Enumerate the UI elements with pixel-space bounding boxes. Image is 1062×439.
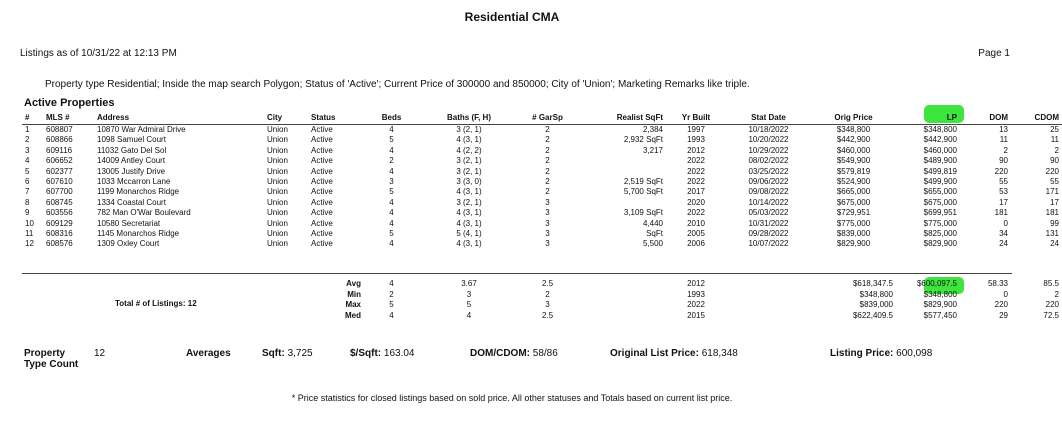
lp-label: Listing Price:: [830, 348, 894, 359]
cell-address: 11032 Gato Del Sol: [97, 145, 167, 155]
stat-beds: 4: [389, 279, 394, 288]
cell-list-price: $460,000: [923, 145, 957, 155]
cell-status: Active: [311, 239, 333, 249]
cell-sqft: 2,519 SqFt: [623, 177, 663, 187]
col-header-garsp: # GarSp: [519, 112, 576, 125]
stat-year: 2015: [687, 310, 705, 320]
cell-cdom: 55: [1050, 177, 1059, 187]
cell-garage-spaces: 2: [545, 187, 550, 197]
stat-empty-cell: [726, 279, 811, 290]
cell-status: Active: [311, 135, 333, 145]
cell-baths: 3 (2, 1): [456, 156, 482, 166]
cell-sqft: [576, 167, 666, 177]
cell-beds: 2: [389, 156, 394, 166]
stat-garage: 2: [545, 289, 550, 299]
stats-row: [22, 311, 1062, 322]
footnote: * Price statistics for closed listings based on sold price. All other statuses and Totals based on current list price.: [291, 393, 733, 403]
cell-year-built: 2012: [687, 145, 705, 155]
ptc-label-line1: Property: [24, 348, 66, 359]
cell-cdom: 2: [1054, 145, 1059, 155]
cell-row-num: 12: [25, 239, 34, 249]
stat-orig-price: $839,000: [859, 300, 893, 309]
table-row: [22, 156, 1062, 166]
cell-city: Union: [267, 239, 288, 249]
cell-city: Union: [267, 229, 288, 239]
stat-list-price: $577,450: [923, 310, 957, 320]
stat-beds: 2: [389, 289, 394, 299]
cell-garage-spaces: 2: [545, 156, 550, 166]
col-header-address: Address: [94, 112, 264, 125]
cell-orig-price: $675,000: [836, 197, 871, 207]
avg-original-list-price: [610, 348, 738, 359]
search-criteria: Property type Residential; Inside the map search Polygon; Status of 'Active'; Current Price of 300000 and 850000; City of 'Union'; Marketing Remarks like triple.: [45, 79, 750, 90]
cell-list-price: $825,000: [923, 229, 957, 239]
cell-status: Active: [311, 197, 333, 207]
table-row: [22, 125, 1062, 136]
cell-stat-date: 03/25/2022: [748, 166, 789, 176]
cell-beds: 4: [389, 239, 394, 249]
cell-city: Union: [267, 125, 288, 134]
cell-list-price: $348,800: [923, 125, 957, 134]
cell-beds: 5: [389, 229, 394, 239]
cell-row-num: 5: [25, 166, 30, 176]
stat-list-price: $600,097.5: [916, 279, 957, 288]
cell-sqft: 2,932 SqFt: [623, 135, 663, 145]
col-header-beds: Beds: [364, 112, 419, 125]
cell-mls-number: 608866: [46, 135, 73, 145]
dom-cdom-value: 58/86: [532, 348, 558, 359]
col-header-orig-price: Orig Price: [811, 112, 896, 125]
cell-garage-spaces: 2: [545, 125, 550, 134]
cell-orig-price: $348,800: [836, 125, 871, 134]
stat-empty-cell: [22, 311, 308, 322]
averages-label: Averages: [186, 348, 231, 359]
cell-row-num: 2: [25, 135, 30, 145]
cell-year-built: 2022: [687, 156, 705, 166]
stat-garage: 2.5: [541, 279, 554, 288]
cell-garage-spaces: 2: [545, 166, 550, 176]
cell-city: Union: [267, 218, 288, 228]
cell-beds: 5: [389, 187, 394, 197]
cell-row-num: 8: [25, 197, 30, 207]
avg-sqft: [262, 348, 313, 359]
property-type-count-label: [24, 348, 78, 370]
cell-beds: 4: [389, 145, 394, 155]
lp-value: 600,098: [896, 348, 933, 359]
cell-sqft: 2,384: [642, 125, 663, 134]
stat-beds: 5: [389, 300, 394, 309]
stat-empty-cell: [22, 279, 308, 290]
table-row: [22, 187, 1062, 197]
col-header-status: Status: [308, 112, 364, 125]
col-header-yr-built: Yr Built: [666, 112, 726, 125]
cell-stat-date: 10/29/2022: [748, 145, 789, 155]
cell-baths: 3 (3, 0): [456, 177, 482, 187]
stat-dom: 220: [994, 300, 1008, 309]
cell-status: Active: [311, 229, 333, 239]
cell-address: 10580 Secretariat: [97, 218, 161, 228]
cell-row-num: 11: [25, 229, 34, 239]
cell-garage-spaces: 3: [545, 218, 550, 228]
cell-list-price: $775,000: [923, 218, 957, 228]
report-title: Residential CMA: [464, 10, 560, 24]
stat-garage: 2.5: [541, 310, 554, 320]
stat-baths: 3.67: [461, 279, 477, 288]
cell-cdom: 131: [1045, 229, 1059, 239]
cell-dom: 0: [1003, 218, 1008, 228]
total-listings: Total # of Listings: 12: [115, 299, 197, 308]
cell-row-num: 1: [25, 125, 30, 134]
cell-garage-spaces: 2: [545, 145, 550, 155]
col-header-stat-date: Stat Date: [726, 112, 811, 125]
col-header-lp: LP: [896, 112, 960, 125]
stat-baths: 4: [466, 310, 472, 320]
cell-address: 782 Man O'War Boulevard: [97, 208, 191, 218]
table-row: [22, 167, 1062, 177]
cell-list-price: $655,000: [923, 187, 957, 197]
cell-city: Union: [267, 187, 288, 197]
cell-row-num: 7: [25, 187, 30, 197]
cell-year-built: 2020: [687, 197, 705, 207]
cell-list-price: $675,000: [923, 197, 957, 207]
stats-divider: [22, 273, 1012, 274]
cell-year-built: 2006: [687, 239, 705, 249]
stat-dom: 0: [1003, 289, 1008, 299]
dom-cdom-label: DOM/CDOM:: [470, 348, 530, 359]
cell-baths: 4 (3, 1): [456, 218, 482, 228]
stat-label: Avg: [346, 279, 361, 288]
cell-sqft: SqFt: [646, 229, 663, 239]
cell-address: 14009 Antley Court: [97, 156, 166, 166]
stat-empty-cell: [726, 290, 811, 301]
stat-garage: 3: [545, 300, 550, 309]
stat-label: Min: [347, 289, 361, 299]
stat-cdom: 220: [1045, 300, 1059, 309]
cell-sqft: 5,500: [642, 239, 663, 249]
cell-year-built: 2005: [687, 229, 705, 239]
table-body: [22, 125, 1062, 250]
table-row: [22, 198, 1062, 208]
cell-city: Union: [267, 208, 288, 218]
cell-year-built: 2022: [687, 166, 705, 176]
cell-mls-number: 609129: [46, 218, 73, 228]
stat-empty-cell: [576, 279, 666, 290]
stat-baths: 5: [466, 300, 472, 309]
cell-city: Union: [267, 166, 288, 176]
cell-dom: 53: [999, 187, 1008, 197]
cell-cdom: 17: [1050, 197, 1059, 207]
cell-stat-date: 09/06/2022: [748, 177, 789, 187]
stats-row: [22, 279, 1062, 290]
stats-body: [22, 279, 1062, 321]
cell-dom: 2: [1003, 145, 1008, 155]
avg-price-per-sqft: [350, 348, 414, 359]
cell-orig-price: $442,900: [836, 135, 871, 145]
cell-mls-number: 606652: [46, 156, 73, 166]
stat-empty-cell: [576, 290, 666, 301]
cell-cdom: 24: [1050, 239, 1059, 249]
cell-mls-number: 608807: [46, 125, 73, 134]
cell-stat-date: 05/03/2022: [748, 208, 789, 218]
cell-cdom: 25: [1050, 125, 1059, 134]
cell-cdom: 171: [1045, 187, 1059, 197]
cell-address: 1033 Mccarron Lane: [97, 177, 171, 187]
cell-mls-number: 607610: [46, 177, 73, 187]
cell-city: Union: [267, 145, 288, 155]
cell-baths: 4 (3, 1): [456, 135, 482, 145]
ppsf-label: $/Sqft:: [350, 348, 382, 359]
table-row: [22, 229, 1062, 239]
cell-cdom: 181: [1045, 208, 1059, 218]
cell-sqft: 3,109 SqFt: [623, 208, 663, 218]
cell-status: Active: [311, 145, 333, 155]
col-header-num: #: [22, 112, 43, 125]
stat-cdom: 2: [1054, 289, 1059, 299]
cell-row-num: 10: [25, 218, 34, 228]
cell-mls-number: 607700: [46, 187, 73, 197]
avg-sqft-value: 3,725: [287, 348, 313, 359]
cell-city: Union: [267, 197, 288, 207]
cell-dom: 17: [999, 197, 1008, 207]
stat-orig-price: $622,409.5: [852, 310, 893, 320]
cell-list-price: $829,900: [923, 239, 957, 249]
cell-baths: 3 (2, 1): [456, 197, 482, 207]
cell-cdom: 99: [1050, 218, 1059, 228]
stats-row: [22, 290, 1062, 301]
cell-orig-price: $839,000: [836, 229, 871, 239]
cell-beds: 3: [389, 177, 394, 187]
stat-dom: 58.33: [987, 279, 1008, 288]
cell-sqft: [576, 156, 666, 166]
cell-year-built: 2010: [687, 218, 705, 228]
cell-status: Active: [311, 187, 333, 197]
table-row: [22, 135, 1062, 145]
stat-label: Med: [345, 310, 361, 320]
cell-mls-number: 609116: [46, 145, 73, 155]
stat-empty-cell: [726, 300, 811, 311]
cell-garage-spaces: 3: [545, 197, 550, 207]
cell-year-built: 2017: [687, 187, 705, 197]
stat-empty-cell: [576, 311, 666, 322]
cell-year-built: 1997: [687, 125, 705, 134]
stat-empty-cell: [576, 300, 666, 311]
stat-orig-price: $348,800: [859, 289, 893, 299]
cell-mls-number: 608745: [46, 197, 73, 207]
cell-row-num: 4: [25, 156, 30, 166]
avg-dom-cdom: [470, 348, 558, 359]
stat-empty-cell: [22, 290, 308, 301]
page-number: Page 1: [978, 48, 1010, 59]
cell-row-num: 9: [25, 208, 30, 218]
cell-address: 1334 Coastal Court: [97, 197, 166, 207]
cell-list-price: $442,900: [923, 135, 957, 145]
col-header-sqft: Realist SqFt: [576, 112, 666, 125]
stat-label: Max: [345, 300, 361, 309]
cell-dom: 220: [994, 166, 1008, 176]
stat-cdom: 72.5: [1043, 310, 1059, 320]
cell-garage-spaces: 3: [545, 239, 550, 249]
cell-city: Union: [267, 135, 288, 145]
cell-year-built: 1993: [687, 135, 705, 145]
cell-stat-date: 10/31/2022: [748, 218, 789, 228]
cell-mls-number: 603556: [46, 208, 73, 218]
cell-garage-spaces: 2: [545, 135, 550, 145]
cell-stat-date: 10/18/2022: [748, 125, 789, 134]
cell-baths: 3 (2, 1): [456, 125, 482, 134]
cell-beds: 4: [389, 166, 394, 176]
cell-mls-number: 602377: [46, 166, 73, 176]
stat-empty-cell: [22, 300, 308, 311]
cell-garage-spaces: 3: [545, 229, 550, 239]
cell-dom: 181: [994, 208, 1008, 218]
cell-stat-date: 10/07/2022: [748, 239, 789, 249]
cell-row-num: 3: [25, 145, 30, 155]
cell-row-num: 6: [25, 177, 30, 187]
cell-status: Active: [311, 166, 333, 176]
cell-year-built: 2022: [687, 177, 705, 187]
stat-empty-cell: [726, 311, 811, 322]
cell-status: Active: [311, 125, 333, 134]
cell-beds: 4: [389, 197, 394, 207]
cell-city: Union: [267, 156, 288, 166]
cell-sqft: 3,217: [642, 145, 663, 155]
listings-as-of: Listings as of 10/31/22 at 12:13 PM: [20, 48, 177, 59]
cell-beds: 4: [389, 208, 394, 218]
cell-baths: 4 (2, 2): [456, 145, 482, 155]
cell-status: Active: [311, 177, 333, 187]
col-header-city: City: [264, 112, 308, 125]
cell-orig-price: $549,900: [836, 156, 871, 166]
olp-value: 618,348: [701, 348, 738, 359]
table-row: [22, 239, 1062, 249]
cell-stat-date: 09/08/2022: [748, 187, 789, 197]
cell-orig-price: $829,900: [836, 239, 871, 249]
cell-address: 1145 Monarchos Ridge: [97, 229, 180, 239]
col-header-baths: Baths (F, H): [419, 112, 519, 125]
section-title: Active Properties: [24, 97, 115, 109]
cell-sqft: 5,700 SqFt: [623, 187, 663, 197]
cell-dom: 13: [999, 125, 1008, 134]
property-type-count-value: 12: [94, 348, 106, 359]
ppsf-value: 163.04: [383, 348, 415, 359]
cell-dom: 11: [999, 135, 1008, 145]
cell-beds: 4: [389, 218, 394, 228]
cell-orig-price: $579,819: [836, 166, 871, 176]
cell-baths: 4 (3, 1): [456, 239, 482, 249]
cell-orig-price: $524,900: [836, 177, 871, 187]
cell-cdom: 11: [1050, 135, 1059, 145]
cell-sqft: 4,440: [642, 218, 663, 228]
cell-mls-number: 608316: [46, 229, 73, 239]
stat-beds: 4: [389, 310, 394, 320]
col-header-dom: DOM: [960, 112, 1011, 125]
table-row: [22, 177, 1062, 187]
ptc-label-line2: Type Count: [24, 359, 79, 370]
cell-orig-price: $775,000: [836, 218, 871, 228]
cell-orig-price: $665,000: [836, 187, 871, 197]
cell-baths: 4 (3, 1): [456, 187, 482, 197]
cell-dom: 24: [999, 239, 1008, 249]
table-row: [22, 208, 1062, 218]
cell-orig-price: $460,000: [836, 145, 871, 155]
cell-stat-date: 10/20/2022: [748, 135, 789, 145]
table-row: [22, 146, 1062, 156]
cell-address: 13005 Justify Drive: [97, 166, 166, 176]
stat-dom: 29: [999, 310, 1008, 320]
cell-list-price: $499,819: [923, 166, 957, 176]
cell-dom: 90: [999, 156, 1008, 166]
cell-sqft: [576, 198, 666, 208]
stats-row: [22, 300, 1062, 311]
col-header-cdom: CDOM: [1011, 112, 1062, 125]
cell-list-price: $489,900: [923, 156, 957, 166]
col-header-mls: MLS #: [43, 112, 94, 125]
cell-address: 1309 Oxley Court: [97, 239, 160, 249]
cell-baths: 3 (2, 1): [456, 166, 482, 176]
cell-address: 10870 War Admiral Drive: [97, 125, 186, 134]
cell-status: Active: [311, 156, 333, 166]
cell-dom: 55: [999, 177, 1008, 187]
stat-cdom: 85.5: [1043, 279, 1059, 288]
table-row: [22, 219, 1062, 229]
cell-cdom: 220: [1045, 166, 1059, 176]
listings-table: [22, 112, 1062, 250]
cell-list-price: $499,900: [923, 177, 957, 187]
stat-list-price: $829,900: [923, 300, 957, 309]
cell-baths: 5 (4, 1): [456, 229, 482, 239]
olp-label: Original List Price:: [610, 348, 699, 359]
cell-status: Active: [311, 208, 333, 218]
cell-stat-date: 10/14/2022: [748, 197, 789, 207]
cell-mls-number: 608576: [46, 239, 73, 249]
cell-dom: 34: [999, 229, 1008, 239]
cell-list-price: $699,951: [923, 208, 957, 218]
cell-orig-price: $729,951: [836, 208, 871, 218]
cell-stat-date: 08/02/2022: [748, 156, 789, 166]
avg-listing-price: [830, 348, 932, 359]
stat-list-price: $348,800: [923, 289, 957, 299]
cell-beds: 5: [389, 135, 394, 145]
cell-cdom: 90: [1050, 156, 1059, 166]
cell-year-built: 2022: [687, 208, 705, 218]
cell-address: 1199 Monarchos Ridge: [97, 187, 180, 197]
stat-year: 1993: [687, 289, 705, 299]
cell-beds: 4: [389, 125, 394, 134]
cell-city: Union: [267, 177, 288, 187]
cell-garage-spaces: 3: [545, 208, 550, 218]
cell-address: 1098 Samuel Court: [97, 135, 166, 145]
stats-table: [22, 279, 1062, 321]
avg-sqft-label: Sqft:: [262, 348, 285, 359]
table-header-row: [22, 112, 1062, 125]
stat-baths: 3: [466, 289, 472, 299]
cell-status: Active: [311, 218, 333, 228]
stat-year: 2012: [687, 279, 705, 288]
cell-garage-spaces: 2: [545, 177, 550, 187]
stat-orig-price: $618,347.5: [852, 279, 893, 288]
stat-year: 2022: [687, 300, 705, 309]
cell-baths: 4 (3, 1): [456, 208, 482, 218]
cell-stat-date: 09/28/2022: [748, 229, 789, 239]
